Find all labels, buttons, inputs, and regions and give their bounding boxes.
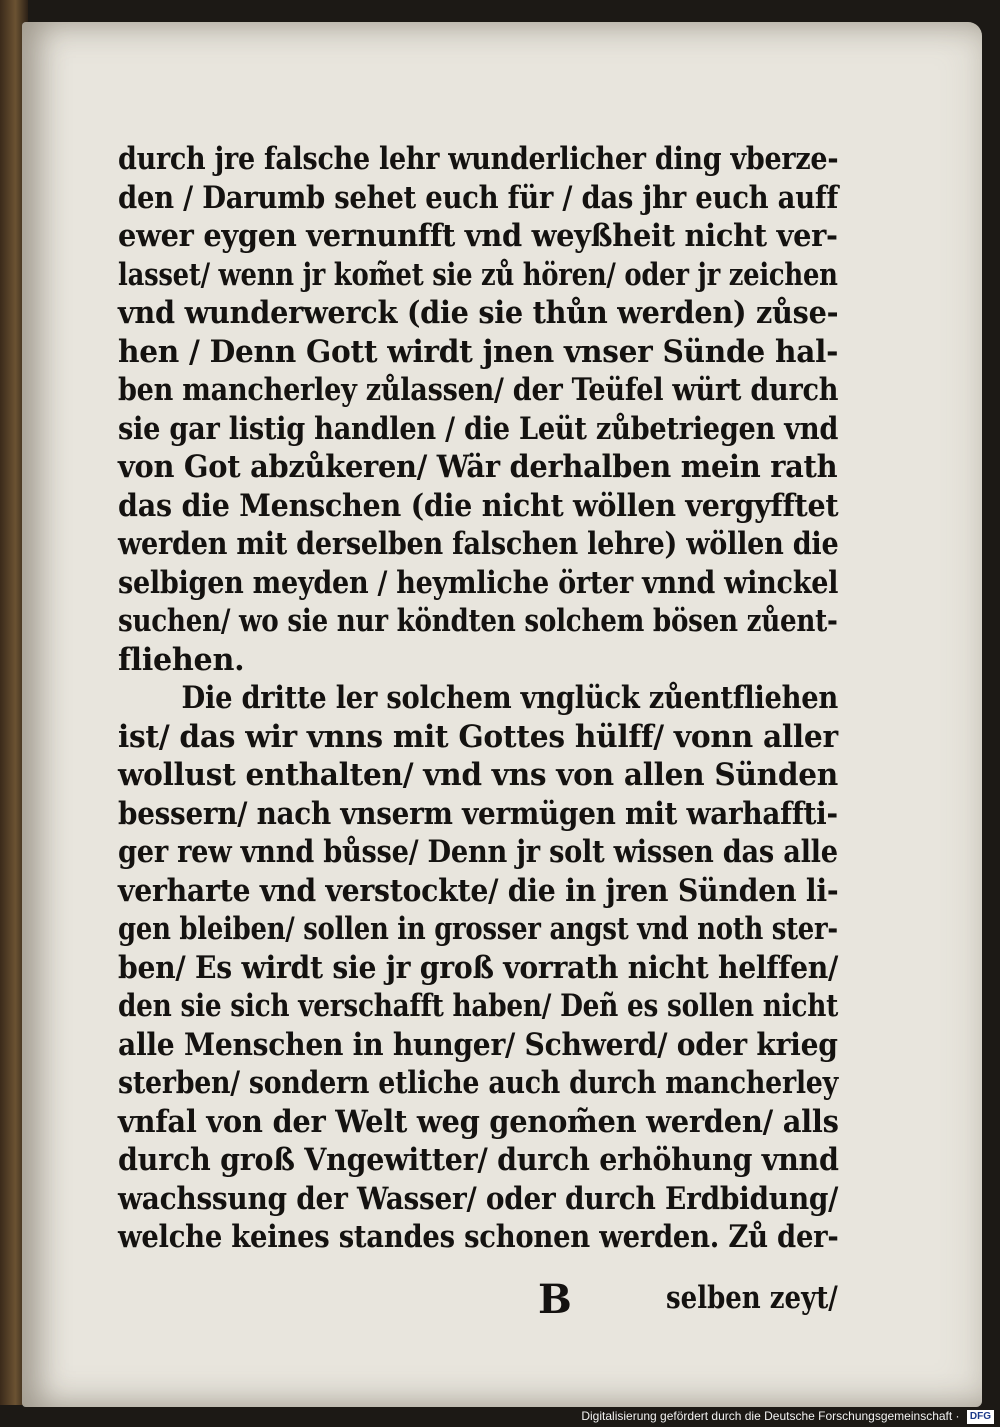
page-footer [118, 1270, 838, 1323]
text-line: vnd wunderwerck (die sie thůn werden) zůse- [118, 295, 839, 331]
text-line: alle Menschen in hunger/ Schwerd/ oder krieg [118, 1026, 838, 1063]
text-line: von Got abzůkeren/ Wär derhalben mein rath [118, 449, 838, 485]
text-line: sie gar listig handlen / die Leüt zůbetriegen vnd [118, 410, 839, 447]
catchword: selben zeyt/ [666, 1280, 838, 1316]
text-line: fliehen. [118, 641, 245, 678]
funding-credit-text: Digitalisierung gefördert durch die Deutsche Forschungsgemeinschaft · [581, 1409, 960, 1423]
text-line: suchen/ wo sie nur köndten solchem bösen zůent- [118, 603, 838, 639]
dfg-logo-icon: DFG [967, 1410, 994, 1424]
text-line: wollust enthalten/ vnd vns von allen Sünden [118, 757, 839, 793]
text-line: ben mancherley zůlassen/ der Teüfel würt durch [118, 372, 839, 408]
text-line: bessern/ nach vnserm vermügen mit warhaffti- [118, 795, 838, 832]
text-line: den / Darumb sehet euch für / das jhr euch auff [118, 179, 838, 216]
paragraph-start-line: Die dritte ler solchem vnglück zůentfliehen [181, 680, 838, 716]
signature-mark: B [538, 1276, 572, 1323]
text-line: ist/ das wir vnns mit Gottes hülff/ vonn aller [118, 718, 838, 755]
text-line: lasset/ wenn jr kom̃et sie zů hören/ oder jr zeichen [118, 256, 838, 293]
text-line: selbigen meyden / heymliche örter vnnd winckel [118, 564, 839, 601]
text-line: wachssung der Wasser/ oder durch Erdbidung/ [118, 1180, 839, 1217]
text-line: welche keines standes schonen werden. Zů der- [118, 1219, 839, 1255]
book-page [22, 22, 982, 1407]
page-text [118, 140, 858, 1257]
text-line: werden mit derselben falschen lehre) wöllen die [118, 526, 839, 562]
text-line: ewer eygen vernunfft vnd weyßheit nicht ver- [118, 218, 838, 254]
text-line: ger rew vnnd bůsse/ Denn jr solt wissen das alle [118, 834, 838, 870]
text-line: durch groß Vngewitter/ durch erhöhung vnnd [118, 1142, 839, 1178]
text-line: vnfal von der Welt weg genom̃en werden/ alls [118, 1103, 839, 1140]
text-line: ben/ Es wirdt sie jr groß vorrath nicht helffen/ [118, 949, 839, 986]
text-line: das die Menschen (die nicht wöllen vergyfftet [118, 487, 839, 524]
funding-credit [581, 1407, 994, 1425]
text-line: durch jre falsche lehr wunderlicher ding vberze- [118, 141, 839, 177]
text-line: den sie sich verschafft haben/ Deñ es sollen nicht [118, 988, 839, 1024]
text-line: verharte vnd verstockte/ die in jren Sünden li- [118, 872, 839, 909]
text-line: sterben/ sondern etliche auch durch mancherley [118, 1065, 838, 1101]
text-line: gen bleiben/ sollen in grosser angst vnd noth ster- [118, 911, 838, 947]
text-line: hen / Denn Gott wirdt jnen vnser Sünde hal- [118, 333, 839, 370]
